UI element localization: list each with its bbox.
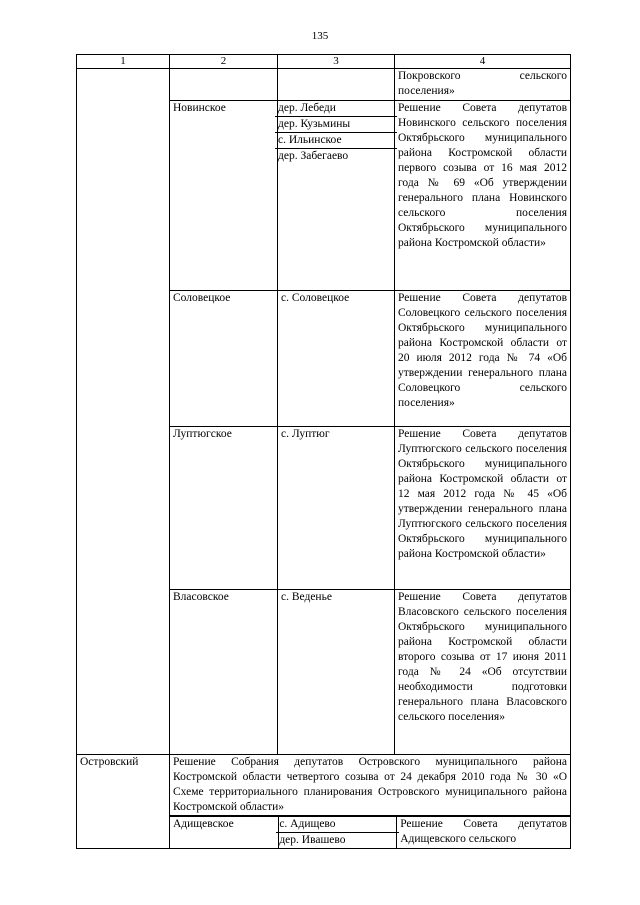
settlement-cell: Луптюгское [170, 427, 278, 590]
decision-cell: Решение Совета депутатов Луптюгского сельского поселения Октябрьского муниципального района Костромской области от 12 мая 2012 года № 45 «Об утверждении генерального плана Луптюгского сельского поселения Октябрьского муниципального района Костромской области» [395, 427, 571, 590]
header-col-4: 4 [395, 55, 571, 69]
header-col-1: 1 [77, 55, 170, 69]
table-row [77, 69, 571, 101]
decision-cell: Решение Совета депутатов Власовского сельского поселения Октябрьского муниципального района Костромской области второго созыва от 17 июня 2011 года № 24 «Об отсутствии необходимости подготовки генерального плана Власовского сельского поселения» [395, 590, 571, 755]
district-decision-cell: Решение Собрания депутатов Островского муниципального района Костромской области четвертого созыва от 24 декабря 2010 года № 30 «О Схеме территориального планирования Островского муниципального района Костромской области» [170, 755, 571, 816]
decision-cell: Покровского сельского поселения» [395, 69, 571, 101]
district-row [77, 755, 571, 816]
page-number: 135 [311, 30, 329, 42]
village-item: дер. Забегаево [278, 150, 349, 162]
header-col-3: 3 [278, 55, 395, 69]
district-cell-empty [77, 69, 170, 755]
village-item: с. Адищево [276, 817, 399, 833]
village-item: дер. Лебеди [275, 101, 397, 117]
village-item: с. Луптюг [281, 428, 330, 440]
settlement-cell [170, 69, 278, 101]
settlement-cell: Новинское [170, 101, 278, 291]
header-col-2: 2 [170, 55, 278, 69]
villages-cell [278, 427, 395, 590]
villages-cell [278, 291, 395, 427]
villages-cell [278, 590, 395, 755]
village-item: дер. Ивашево [279, 834, 346, 846]
decision-cell: Решение Совета депутатов Новинского сельского поселения Октябрьского муниципального района Костромской области первого созыва от 16 мая 2012 года № 69 «Об утверждении генерального плана Новинского сельского поселения Октябрьского муниципального района Костромской области» [395, 101, 571, 291]
settlement-cell: Власовское [170, 590, 278, 755]
village-item: с. Соловецкое [281, 292, 350, 304]
villages-cell [278, 101, 395, 291]
villages-cell [278, 69, 395, 101]
nested-row-container [170, 816, 571, 849]
settlement-cell: Соловецкое [170, 291, 278, 427]
settlement-cell: Адищевское [170, 817, 279, 849]
nested-table [170, 816, 570, 848]
village-item: дер. Кузьмины [275, 117, 397, 133]
decision-cell: Решение Совета депутатов Соловецкого сельского поселения Октябрьского муниципального района Костромской области от 20 июля 2012 года № 74 «Об утверждении генерального плана Соловецкого сельского поселения» [395, 291, 571, 427]
district-name-cell: Островский [77, 755, 170, 849]
villages-cell [279, 817, 397, 849]
village-item: с. Ильинское [275, 133, 397, 149]
village-item: с. Веденье [281, 591, 332, 603]
header-row [77, 55, 571, 69]
document-table [76, 54, 571, 849]
decision-cell: Решение Совета депутатов Адищевского сельского [397, 817, 570, 849]
